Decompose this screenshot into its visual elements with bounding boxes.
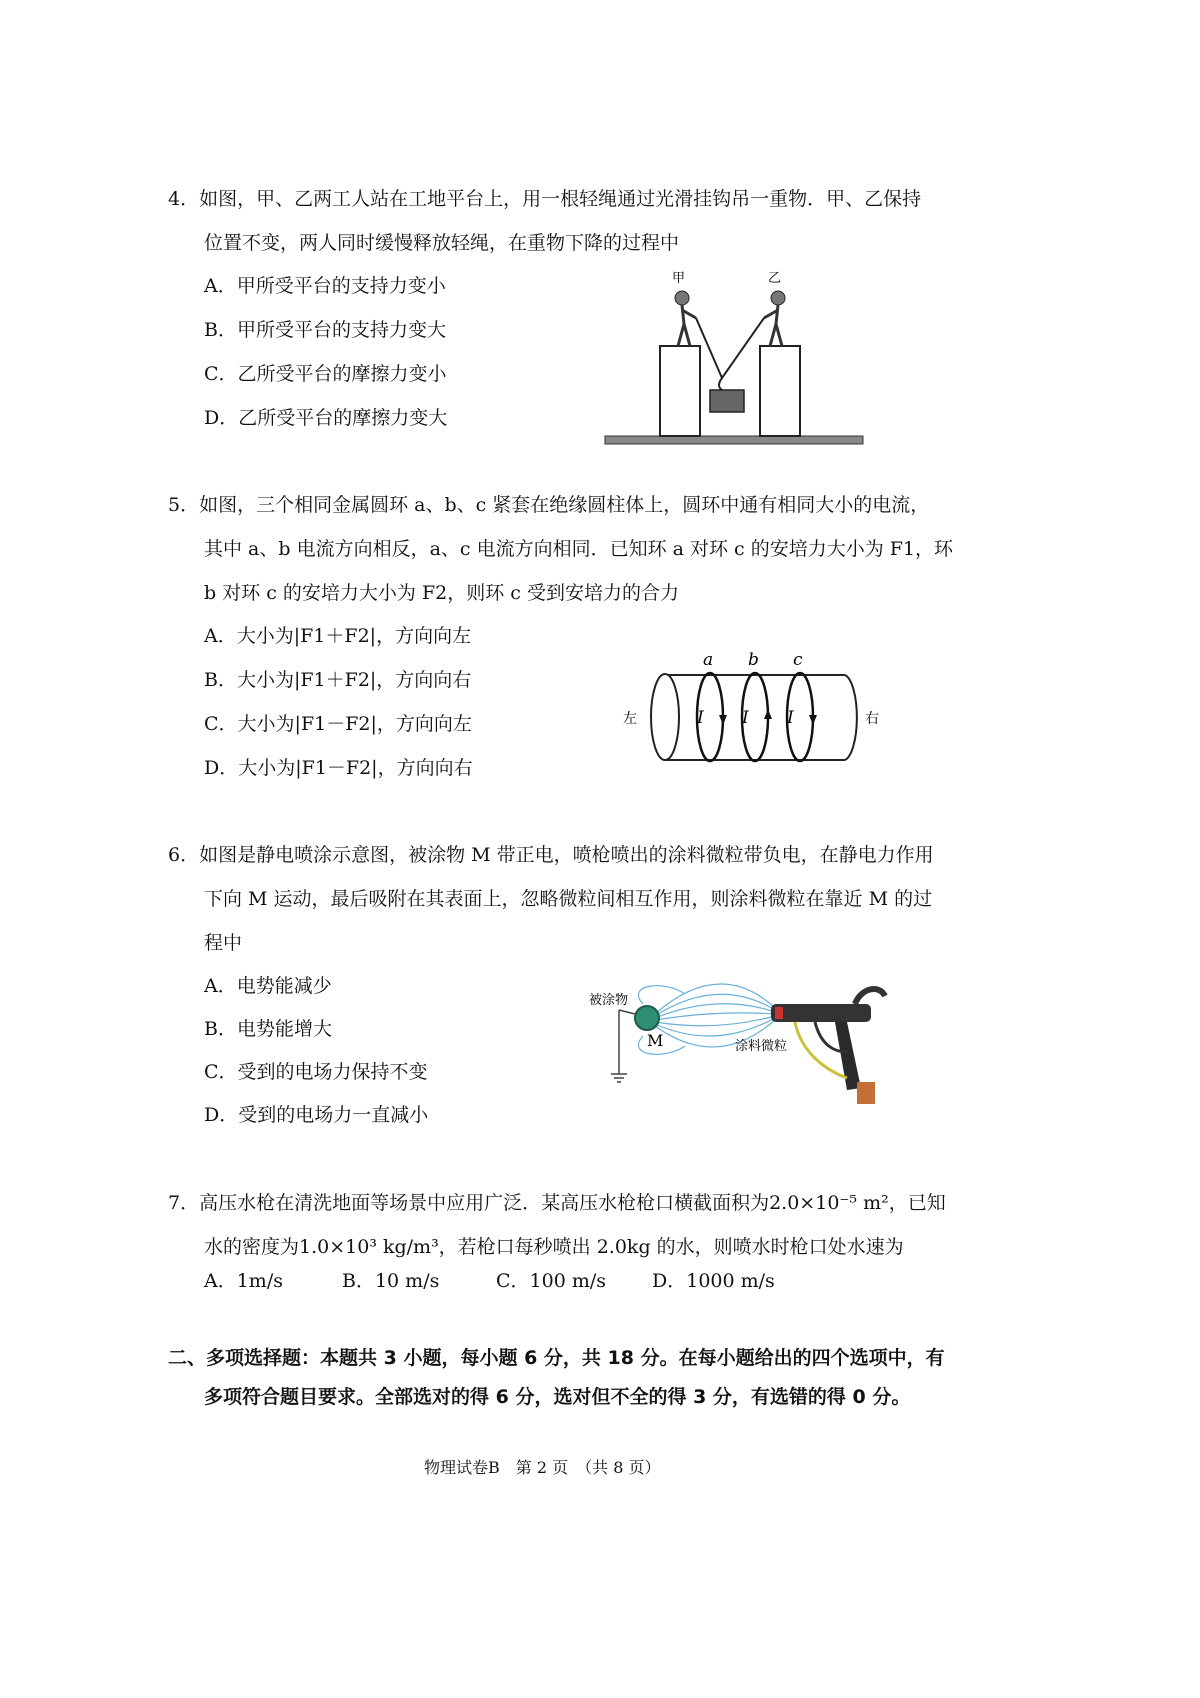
q4-option-d: D．乙所受平台的摩擦力变大 (204, 407, 448, 429)
q5-current-label-a: I (697, 708, 704, 728)
q4-label-yi: 乙 (768, 271, 782, 286)
q5-label-c: c (793, 650, 803, 670)
q5-stem-line1: 5．如图，三个相同金属圆环 a、b、c 紧套在绝缘圆柱体上，圆环中通有相同大小的电流， (168, 494, 930, 516)
q4-stem-line1: 4．如图，甲、乙两工人站在工地平台上，用一根轻绳通过光滑挂钩吊一重物．甲、乙保持 (168, 188, 922, 210)
q4-option-b: B．甲所受平台的支持力变大 (204, 319, 446, 341)
q7-stem-line1: 7．高压水枪在清洗地面等场景中应用广泛．某高压水枪枪口横截面积为2.0×10⁻⁵ m²，已知 (168, 1192, 946, 1214)
q7-option-d: D．1000 m/s (652, 1270, 775, 1292)
q5-stem-line3: b 对环 c 的安培力大小为 F2，则环 c 受到安培力的合力 (204, 582, 679, 604)
q4-option-c: C．乙所受平台的摩擦力变小 (204, 363, 447, 385)
q4-stem-line2: 位置不变，两人同时缓慢释放轻绳，在重物下降的过程中 (204, 232, 680, 254)
q5-label-left: 左 (623, 711, 637, 727)
q5-label-b: b (748, 650, 759, 670)
q6-option-c: C．受到的电场力保持不变 (204, 1061, 428, 1083)
q7-option-c: C．100 m/s (496, 1270, 607, 1292)
q4-option-a: A．甲所受平台的支持力变小 (204, 275, 446, 297)
q5-option-d: D．大小为|F1－F2|，方向向右 (204, 757, 473, 779)
q5-option-c: C．大小为|F1－F2|，方向向左 (204, 713, 472, 735)
q4-figure-workers-platform (600, 262, 870, 452)
q5-current-label-b: I (742, 708, 749, 728)
q6-option-a: A．电势能减少 (204, 975, 332, 997)
q7-option-a: A．1m/s (204, 1270, 283, 1292)
q6-label-object: 被涂物 (589, 993, 629, 1008)
q5-label-a: a (703, 650, 714, 670)
q6-stem-line1: 6．如图是静电喷涂示意图，被涂物 M 带正电，喷枪喷出的涂料微粒带负电，在静电力作用 (168, 844, 934, 866)
q5-stem-line2: 其中 a、b 电流方向相反，a、c 电流方向相同．已知环 a 对环 c 的安培力大小为 F1，环 (204, 538, 954, 560)
q6-option-d: D．受到的电场力一直减小 (204, 1104, 429, 1126)
q6-stem-line3: 程中 (204, 932, 243, 954)
q5-current-label-c: I (787, 708, 794, 728)
q5-option-b: B．大小为|F1＋F2|，方向向右 (204, 669, 472, 691)
q6-option-b: B．电势能增大 (204, 1018, 332, 1040)
q5-label-right: 右 (865, 711, 879, 727)
page-footer: 物理试卷B 第 2 页 （共 8 页） (424, 1458, 661, 1477)
q6-label-particle: 涂料微粒 (735, 1039, 788, 1054)
q4-label-jia: 甲 (672, 271, 686, 286)
q7-stem-line2: 水的密度为1.0×10³ kg/m³，若枪口每秒喷出 2.0kg 的水，则喷水时枪口处水速为 (204, 1236, 904, 1258)
q5-option-a: A．大小为|F1＋F2|，方向向左 (204, 625, 472, 647)
q7-option-b: B．10 m/s (342, 1270, 440, 1292)
q6-figure-electrostatic-spray (585, 970, 925, 1110)
q5-figure-cylinder-rings (615, 645, 895, 770)
section2-heading-line1: 二、多项选择题：本题共 3 小题，每小题 6 分，共 18 分。在每小题给出的四个选项中，有 (168, 1347, 945, 1369)
q6-stem-line2: 下向 M 运动，最后吸附在其表面上，忽略微粒间相互作用，则涂料微粒在靠近 M 的过 (204, 888, 933, 910)
q6-label-m: M (647, 1031, 664, 1050)
section2-heading-line2: 多项符合题目要求。全部选对的得 6 分，选对但不全的得 3 分，有选错的得 0 分。 (204, 1386, 911, 1408)
